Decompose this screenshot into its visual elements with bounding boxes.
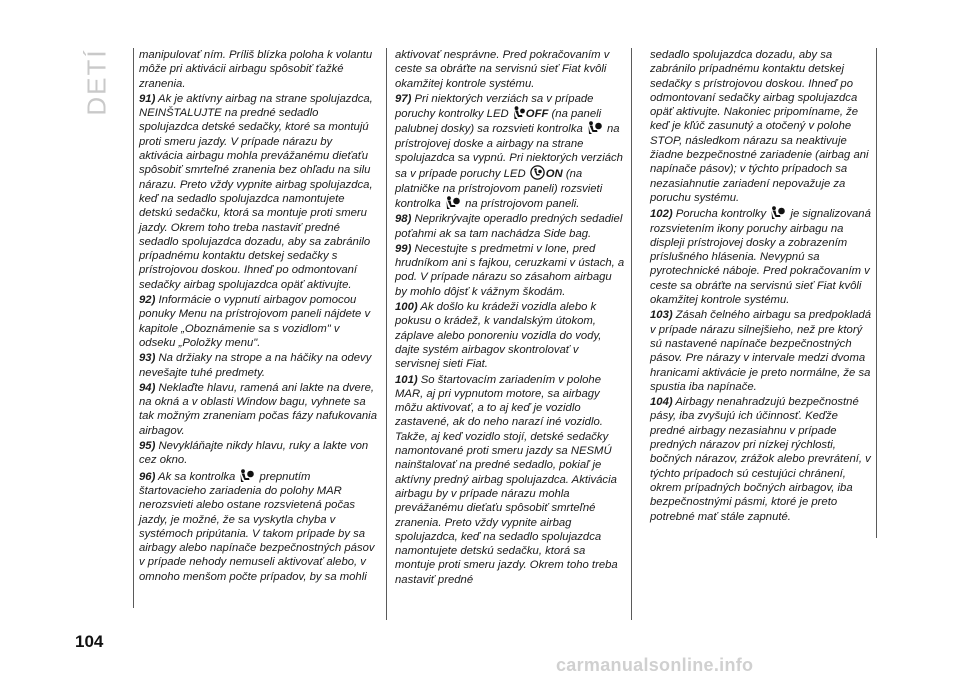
section-tab-label: DETÍ (81, 48, 112, 116)
note-number: 92) (139, 294, 156, 307)
note-95: 95) Nevykláňajte nikdy hlavu, ruky a lakte von cez okno. (139, 440, 369, 467)
note-102: 102) Porucha kontrolky je signalizovaná rozsvietením ikony poruchy airbagu na displeji prístrojovej dosky a zobrazením príslušného hlásenia. Nevypnú sa pyrotechnické náboje. Pred pokračovaním v ceste sa obráťte na servisnú sieť Fiat kvôli okamžitej kontrole systému. (650, 208, 871, 307)
note-92: 92) Informácie o vypnutí airbagov pomocou ponuky Menu na prístrojovom paneli nájdete v kapitole „Oboznámenie sa s vozidlom" v odseku „Položky menu". (139, 294, 371, 349)
note-98: 98) Neprikrývajte operadlo predných sedadiel poťahmi ak sa tam nachádza Side bag. (395, 213, 623, 240)
note-number: 97) (395, 92, 412, 105)
note-number: 103) (650, 309, 673, 322)
note-number: 91) (139, 92, 156, 105)
note-number: 100) (395, 301, 418, 314)
watermark: carmanualsonline.info (556, 655, 754, 675)
note-number: 93) (139, 352, 156, 365)
column-divider-right (876, 48, 877, 538)
note-number: 94) (139, 381, 156, 394)
airbag-warning-icon (445, 196, 461, 210)
note-93: 93) Na držiaky na strope a na háčiky na odevy nevešajte tuhé predmety. (139, 352, 372, 379)
paragraph: manipulovať ním. Príliš blízka poloha k volantu môže pri aktivácii airbagu spôsobiť ťažké zranenia. (139, 49, 373, 90)
note-99: 99) Necestujte s predmetmi v lone, pred hrudníkom ani s fajkou, ceruzkami v ústach, a pod. V prípade nárazu so zásahom airbagu by mohlo dôjsť k vážnym škodám. (395, 242, 625, 298)
note-91: 91) Ak je aktívny airbag na strane spolujazdca, NEINŠTALUJTE na predné sedadlo spolujazdca detské sedačky, ktoré sa montujú proti smeru jazdy. V prípade nárazu by aktivácia airbagu mohla prevážanému dieťaťu spôsobiť smrteľné zranenia bez ohľadu na silu nárazu. Preto vždy vypnite airbag spolujazdca, keď na sedadlo spolujazdca namontujete detskú sedačku, ktorá sa montuje proti smeru jazdy. Okrem toho treba nastaviť predné sedadlo spolujazdca dozadu, aby sa zabránilo prípadnému kontaktu detskej sedačky s prístrojovou doskou. Ihneď po odmontovaní sedačky airbag spolujazdca opäť aktivujte. (139, 92, 373, 291)
note-number: 99) (395, 242, 412, 255)
airbag-off-led-icon (513, 106, 525, 120)
on-label: ON (545, 168, 563, 181)
note-104: 104) Airbagy nenahradzujú bezpečnostné pásy, iba zvyšujú ich účinnosť. Keďže predné airbagy nezasiahnu v prípade predných nárazov pri nízkej rýchlosti, bočných nárazov, zrážok alebo prevrátení, v týchto prípadoch sú cestujúci chránení, okrem prípadných bočných airbagov, iba bezpečnostnými pásmi, ktoré je preto potrebné mať stále zapnuté. (650, 396, 871, 523)
note-97: 97) Pri niektorých verziách sa v prípade poruchy kontrolky LED OFF (na paneli palubnej dosky) sa rozsvieti kontrolka na prístrojovej doske a airbagy na strane spolujazdca sa vypnú. Pri niektorých verziách sa v prípade poruchy LED ON (na platničke na prístrojovom paneli) rozsvieti kontrolka na prístrojovom paneli. (395, 92, 623, 210)
page-number: 104 (75, 632, 104, 651)
airbag-warning-icon (587, 121, 603, 135)
note-103: 103) Zásah čelného airbagu sa predpokladá v prípade nárazu silnejšieho, než pre ktorý sú nastavené napínače bezpečnostných pásov. Pre nárazy v intervale medzi dvoma hranicami aktivácie je preto normálne, že sa spustia iba napínače. (650, 309, 872, 393)
paragraph: sedadlo spolujazdca dozadu, aby sa zabránilo prípadnému kontaktu detskej sedačky s prístrojovou doskou. Ihneď po odmontovaní sedačky airbag spolujazdca opäť aktivujte. Nakoniec pripomíname, že keď je kľúč zasunutý a otočený v polohe STOP, následkom nárazu sa neaktivuje žiadne bezpečnostné zariadenie (airbag ani napínače pásov); v týchto prípadoch sa nezasiahnutie zariadení nepovažuje za poruchu systému. (650, 49, 869, 204)
note-101: 101) So štartovacím zariadením v polohe MAR, aj pri vypnutom motore, sa airbagy môžu aktivovať, a to aj keď je vozidlo zastavené, ak do neho narazí iné vozidlo. Takže, aj keď vozidlo stojí, detské sedačky namontované proti smeru jazdy sa NESMÚ nainštalovať na predné sedadlo, pokiaľ je aktívny predný airbag spolujazdca. Aktivácia airbagu by v prípade nárazu mohla prevážanému dieťaťu spôsobiť smrteľné zranenia. Preto vždy vypnite airbag spolujazdca, keď na sedadlo spolujazdca namontujete detskú sedačku, ktorá sa montuje proti smeru jazdy. Okrem toho treba nastaviť predné (395, 373, 618, 586)
column-divider-left (133, 48, 134, 608)
note-number: 98) (395, 213, 412, 226)
paragraph: aktivovať nesprávne. Pred pokračovaním v ceste sa obráťte na servisnú sieť Fiat kvôli okamžitej kontrole systému. (395, 49, 610, 90)
note-number: 104) (650, 396, 673, 409)
column-2 (395, 48, 625, 588)
note-94: 94) Neklaďte hlavu, ramená ani lakte na dvere, na okná a v oblasti Window bagu, vyhnete sa tak možným zraneniam počas fázy nafukovania airbagov. (139, 381, 377, 437)
section-tab (80, 48, 114, 116)
note-number: 101) (395, 373, 418, 386)
airbag-warning-icon (239, 469, 255, 483)
column-divider-mid-left (386, 48, 387, 620)
airbag-warning-icon (770, 206, 786, 220)
column-3 (650, 48, 872, 525)
airbag-on-led-icon (530, 165, 545, 180)
column-divider-mid-right (631, 48, 632, 620)
note-number: 95) (139, 440, 156, 453)
note-96: 96) Ak sa kontrolka prepnutím štartovacieho zariadenia do polohy MAR nerozsvieti alebo ostane rozsvietená počas jazdy, je možné, že sa vyskytla chyba v systémoch pripútania. V takom prípade by sa airbagy alebo napínače bezpečnostných pásov v prípade nehody nemuseli aktivovať alebo, v omnoho menšom počte prípadov, by sa mohli (139, 470, 375, 583)
column-1 (139, 48, 377, 585)
note-number: 96) (139, 470, 156, 483)
note-number: 102) (650, 208, 673, 221)
note-100: 100) Ak došlo ku krádeži vozidla alebo k pokusu o krádež, k vandalským útokom, záplave alebo ponoreniu vozidla do vody, dajte systém airbagov skontrolovať v servisnej sieti Fiat. (395, 301, 602, 371)
off-label: OFF (525, 108, 549, 121)
